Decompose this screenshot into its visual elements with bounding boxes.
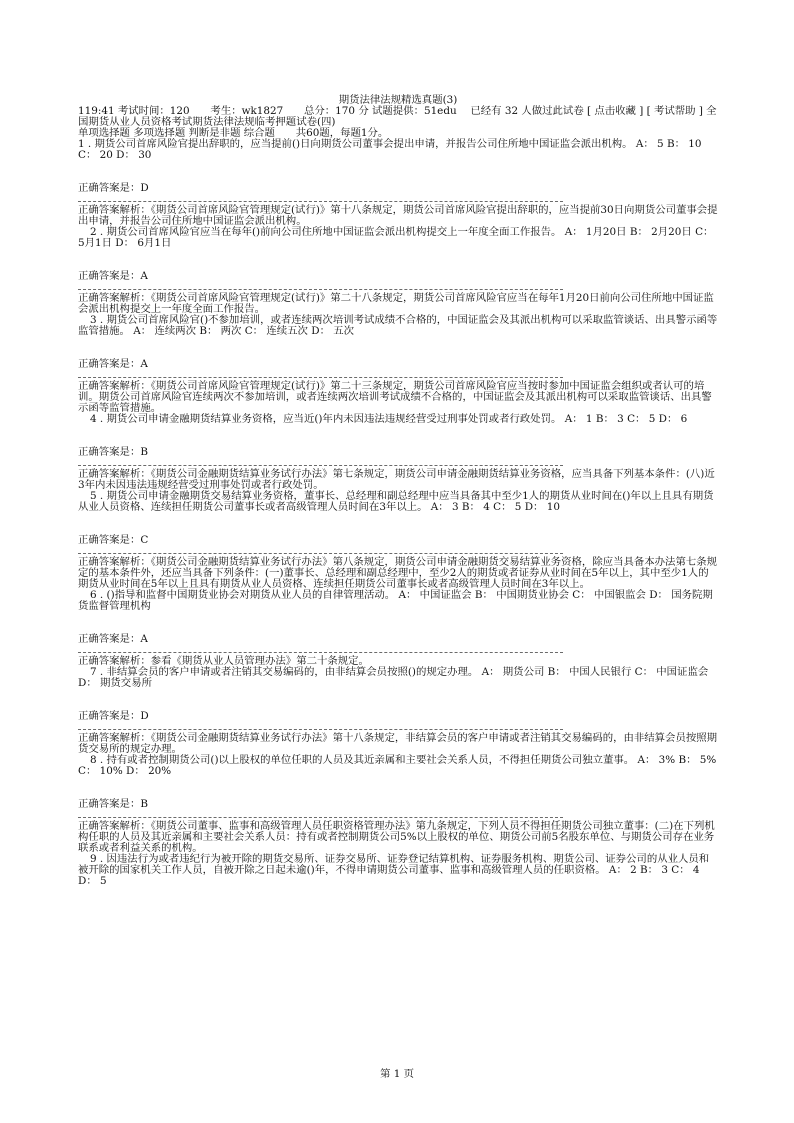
exam-meta (78, 106, 718, 139)
answer-line: 正确答案是：A (78, 358, 148, 370)
answer-explanation: 正确答案解析：《期货公司首席风险官管理规定(试行)》第二十八条规定，期货公司首席风险官应当在每年1月20日前向公司住所地中国证监会派出机构提交上一年度全面工作报告。 (78, 292, 714, 315)
dashed-divider (78, 812, 563, 818)
question-text: 1 . 期货公司首席风险官提出辞职的，应当提前()日向期货公司董事会提出申请，并报告公司住所地中国证监会派出机构。 A： 5 B： 10 C： 20 D： 30 (78, 138, 702, 161)
answer-explanation: 正确答案解析：《期货公司首席风险官管理规定(试行)》第二十三条规定，期货公司首席风险官应当按时参加中国证监会组织或者认可的培训。期货公司首席风险官连续两次不参加培训，或者连续两次培训考试成绩不合格的，中国证监会及其派出机构可以采取监管谈话、出具警示函等监管措施。 (78, 380, 712, 414)
answer-line: 正确答案是：D (78, 182, 149, 194)
question-item (78, 755, 718, 854)
question-text: 4 . 期货公司申请金融期货结算业务资格，应当近()年内未因违法违规经营受过刑事处罚或者行政处罚。 A： 1 B： 3 C： 5 D： 6 (90, 413, 688, 425)
answer-explanation: 正确答案解析：《期货公司金融期货结算业务试行办法》第八条规定，期货公司申请金融期货交易结算业务资格，除应当具备本办法第七条规定的基本条件外，还应当具备下列条件：(一)董事长、总经理和副总经理中，至少2人的期货或者证券从业时间在5年以上，其中至少1人的期货从业时间在5年以上且具有期货从业人员资格、连续担任期货公司董事长或者高级管理人员时间在3年以上。 (78, 556, 718, 590)
answer-explanation: 正确答案解析：参看《期货从业人员管理办法》第二十条规定。 (78, 655, 369, 667)
question-text: 8 . 持有或者控制期货公司()以上股权的单位任职的人员及其近亲属和主要社会关系人员，不得担任期货公司独立董事。 A： 3% B： 5% C： 10% D： 20% (78, 754, 717, 777)
document-page (78, 0, 718, 887)
question-item (78, 139, 718, 227)
dashed-divider (78, 647, 563, 653)
answer-line: 正确答案是：A (78, 270, 148, 282)
answer-explanation: 正确答案解析：《期货公司金融期货结算业务试行办法》第七条规定，期货公司申请金融期货结算业务资格，应当具备下列基本条件：(八)近3年内未因违法违规经营受过刑事处罚或者行政处罚。 (78, 468, 715, 491)
answer-explanation: 正确答案解析：《期货公司金融期货结算业务试行办法》第十八条规定，非结算会员的客户申请或者注销其交易编码的，由非结算会员按照期货交易所的规定办理。 (78, 732, 718, 755)
question-text: 7 . 非结算会员的客户申请或者注销其交易编码的，由非结算会员按照()的规定办理。 A： 期货公司 B： 中国人民银行 C： 中国证监会 D： 期货交易所 (78, 666, 709, 689)
dashed-divider (78, 284, 563, 290)
answer-line: 正确答案是：B (78, 798, 148, 810)
question-text: 6 . ()指导和监督中国期货业协会对期货从业人员的自律管理活动。 A： 中国证监会 B： 中国期货业协会 C： 中国银监会 D： 国务院期货监督管理机构 (78, 589, 713, 612)
question-item (78, 590, 718, 667)
question-list (78, 139, 718, 887)
dashed-divider (78, 196, 563, 202)
answer-line: 正确答案是：C (78, 534, 149, 546)
answer-line: 正确答案是：A (78, 633, 148, 645)
answer-line: 正确答案是：B (78, 446, 148, 458)
page-number: 第 1 页 (380, 1068, 414, 1080)
exam-info-line: 119:41 考试时间：120 考生：wk1827 总分：170 分 试题提供：51edu 已经有 32 人做过此试卷 [ 点击收藏 ] [ 考试帮助 ] 全国期货从业人员资格考试期货法律法规临考押题试卷(四) (78, 105, 717, 128)
question-text: 5 . 期货公司申请金融期货交易结算业务资格，董事长、总经理和副总经理中应当具备其中至少1人的期货从业时间在()年以上且具有期货从业人员资格、连续担任期货公司董事长或者高级管理人员时间在3年以上。 A： 3 B： 4 C： 5 D： 10 (78, 490, 714, 513)
question-item (78, 854, 718, 887)
question-text: 3 . 期货公司首席风险官()不参加培训，或者连续两次培训考试成绩不合格的，中国证监会及其派出机构可以采取监管谈话、出具警示函等监管措施。 A： 连续两次 B： 两次 C： 连续五次 D： 五次 (78, 314, 718, 337)
question-text: 9 . 因违法行为或者违纪行为被开除的期货交易所、证券交易所、证券登记结算机构、证券服务机构、期货公司、证券公司的从业人员和被开除的国家机关工作人员，自被开除之日起未逾()年，不得申请期货公司董事、监事和高级管理人员的任职资格。 A： 2 B： 3 C： 4 D： 5 (78, 853, 710, 887)
question-text: 2 . 期货公司首席风险官应当在每年()前向公司住所地中国证监会派出机构提交上一年度全面工作报告。 A： 1月20日 B： 2月20日 C： 5月1日 D： 6月1日 (78, 226, 714, 249)
answer-explanation: 正确答案解析：《期货公司首席风险官管理规定(试行)》第十八条规定，期货公司首席风险官提出辞职的，应当提前30日向期货公司董事会提出申请，并报告公司住所地中国证监会派出机构。 (78, 204, 718, 227)
question-item (78, 414, 718, 491)
question-item (78, 227, 718, 315)
question-item (78, 315, 718, 414)
answer-explanation: 正确答案解析：《期货公司董事、监事和高级管理人员任职资格管理办法》第九条规定，下列人员不得担任期货公司独立董事：(二)在下列机构任职的人员及其近亲属和主要社会关系人员：持有或者控制期货公司5%以上股权的单位、期货公司前5名股东单位、与期货公司存在业务联系或者利益关系的机构。 (78, 820, 715, 854)
answer-line: 正确答案是：D (78, 710, 149, 722)
dashed-divider (78, 724, 563, 730)
dashed-divider (78, 548, 563, 554)
question-item (78, 491, 718, 590)
dashed-divider (78, 460, 563, 466)
document-title: 期货法律法规精选真题(3) (338, 94, 458, 106)
dashed-divider (78, 372, 563, 378)
exam-summary-line: 单项选择题 多项选择题 判断是非题 综合题 共60题，每题1分。 (78, 127, 389, 139)
question-item (78, 667, 718, 755)
